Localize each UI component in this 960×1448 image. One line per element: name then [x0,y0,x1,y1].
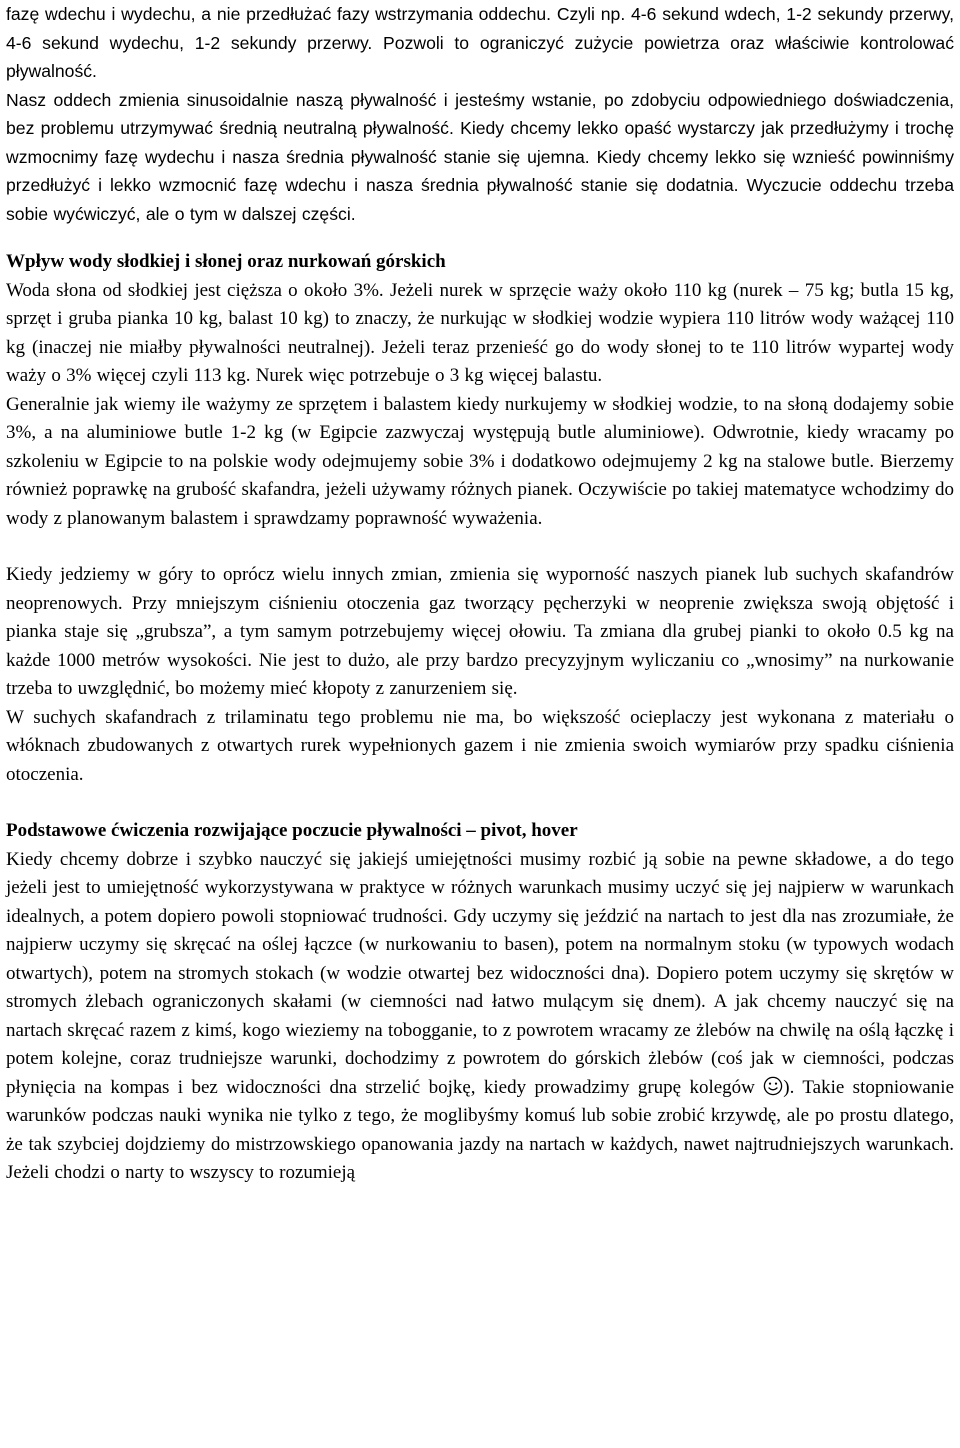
paragraph-salt-water: Woda słona od słodkiej jest cięższa o około 3%. Jeżeli nurek w sprzęcie waży około 110 kg (nurek – 75 kg; butla 15 kg, sprzęt i gruba pianka 10 kg, balast 10 kg) to znaczy, że nurkując w słodkiej wodzie wypiera 110 litrów wody ważącej 110 kg (inaczej nie miałby pływalności neutralnej). Jeżeli teraz przenieść go do wody słonej to te 110 litrów wypartej wody waży o 3% więcej czyli 113 kg. Nurek więc potrzebuje o 3 kg więcej balastu. [6,279,954,386]
spacer [6,789,954,817]
section-heading-water-types: Wpływ wody słodkiej i słonej oraz nurkowań górskich [6,251,446,272]
paragraph-text-before-icon: Kiedy chcemy dobrze i szybko nauczyć się jakiejś umiejętności musimy rozbić ją sobie na pewne składowe, a do tego jeżeli jest to umiejętność wykorzystywana w praktyce w różnych warunkach musimy uczyć się jej najpierw w warunkach idealnych, a potem dopiero powoli stopniować trudności. Gdy uczymy się jeździć na nartach to jest dla nas zrozumiałe, że najpierw uczymy się skręcać na oślej łączce (w nurkowaniu to basen), potem na normalnym stoku (w typowych wodach otwartych), potem na stromych stokach (w wodzie otwartej bez widoczności dna). Dopiero potem uczymy się skrętów w stromych żlebach ograniczonych skałami (w ciemności nad łatwo mulącym się dnem). A jak chcemy nauczyć się na nartach skręcać razem z kimś, kogo wieziemy na tobogganie, to z powrotem wracamy ze żlebów na chwilę na oślą łączkę i potem kolejne, coraz trudniejsze warunki, dochodzimy z powrotem do górskich żlebów (coś jak w ciemności, podczas płynięcia na kompas i bez widoczności dna strzelić bojkę, kiedy prowadzimy grupę kolegów [6,848,954,1098]
paragraph-mountain-diving: Kiedy jedziemy w góry to oprócz wielu innych zmian, zmienia się wyporność naszych pianek lub suchych skafandrów neoprenowych. Przy mniejszym ciśnieniu otoczenia gaz tworzący pęcherzyki w neoprenie zwiększa swoją objętość i pianka staje się „grubsza”, a tym samym potrzebujemy więcej ołowiu. Ta zmiana dla grubej pianki to około 0.5 kg na każde 1000 metrów wysokości. Nie jest to dużo, ale przy bardzo precyzyjnym wyliczaniu co „wnosimy” na nurkowanie trzeba to uwzględnić, bo możemy mieć kłopoty z zanurzeniem się. [6,564,954,699]
spacer [6,533,954,561]
paragraph-text-after-icon: ). Takie stopniowanie warunków podczas nauki wynika nie tylko z tego, że moglibyśmy komuś lub sobie zrobić krzywdę, ale po prostu dlatego, że tak szybciej dojdziemy do mistrzowskiego opanowania jazdy na nartach w każdych, nawet najtrudniejszych warunkach. Jeżeli chodzi o narty to wszyscy to rozumieją [6,1076,955,1183]
spacer [6,228,954,248]
document-page [6,0,954,1188]
section-heading-buoyancy-exercises: Podstawowe ćwiczenia rozwijające poczucie pływalności – pivot, hover [6,820,578,841]
paragraph-trilaminate-suits: W suchych skafandrach z trilaminatu tego problemu nie ma, bo większość ocieplaczy jest wykonana z materiału o włóknach zbudowanych z otwartych rurek wypełnionych gazem i nie zmienia swoich wymiarów przy spadku ciśnienia otoczenia. [6,706,954,785]
paragraph-ballast-adjustment: Generalnie jak wiemy ile ważymy ze sprzętem i balastem kiedy nurkujemy w słodkiej wodzie, to na słoną dodajemy sobie 3%, a na aluminiowe butle 1-2 kg (w Egipcie zazwyczaj występują butle aluminiowe). Odwrotnie, kiedy wracamy po szkoleniu w Egipcie to na polskie wody odejmujemy sobie 3% i dodatkowo odejmujemy 2 kg na stalowe butle. Bierzemy również poprawkę na grubość skafandra, jeżeli używamy różnych pianek. Oczywiście po takiej matematyce wchodzimy do wody z planowanym balastem i sprawdzamy poprawność wyważenia. [6,393,954,529]
intro-paragraph-breathing-buoyancy: Nasz oddech zmienia sinusoidalnie naszą pływalność i jesteśmy wstanie, po zdobyciu odpowiedniego doświadczenia, bez problemu utrzymywać średnią neutralną pływalność. Kiedy chcemy lekko opaść wystarczy jak przedłużymy i trochę wzmocnimy fazę wydechu i nasza średnia pływalność stanie się ujemna. Kiedy chcemy lekko się wznieść powinniśmy przedłużyć i lekko wzmocnić fazę wdechu i nasza średnia pływalność stanie się dodatnia. Wyczucie oddechu trzeba sobie wyćwiczyć, ale o tym w dalszej części. [6,89,954,224]
intro-paragraph-breathing-phases: fazę wdechu i wydechu, a nie przedłużać fazy wstrzymania oddechu. Czyli np. 4-6 sekund wdech, 1-2 sekundy przerwy, 4-6 sekund wydechu, 1-2 sekundy przerwy. Pozwoli to ograniczyć zużycie powietrza oraz właściwie kontrolować pływalność. [6,4,954,81]
paragraph-learning-progression [6,846,954,1188]
smiley-icon [763,1076,783,1096]
